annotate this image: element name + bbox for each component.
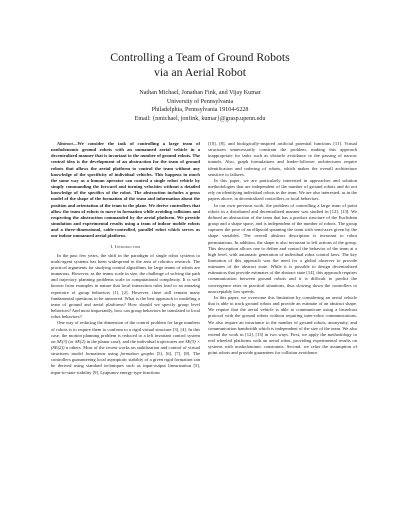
right-column: [208, 141, 357, 511]
intro-paragraph-2: [51, 320, 200, 375]
abstract: [51, 141, 200, 240]
abstract-label: Abstract—: [57, 141, 78, 146]
right-paragraph-1: [10], [8], and biologically-inspired artificial potential functions [11]. Virtual structures unnecessarily constrain the problem, making this approach inappropriate for tasks such as obstacle avoidance or the passing of narrow tunnels. Also, graph formulations and leader-follower architectures require identification and ordering of robots, which makes the overall architecture sensitive to failures.: [208, 141, 357, 177]
math-se2: SE(2): [74, 338, 86, 344]
intro-paragraph-1: In the past few years, the shift in the paradigm of single robot systems to multi-agent systems has been widespread in the area of robotics research. The practical arguments for studying control algorithms for large teams of robots are numerous. However, as the teams scale in size, the challenge of solving the path and trajectory planning problems scale in computational complexity. It is well known from examples in nature that local interaction rules lead to an amazing repertoire of group behaviors [1], [2]. However, there still remain many fundamental questions to be answered. What is the best approach to modeling a team of ground and aerial platforms? How should we specify group level behaviors? And most importantly, how can group behaviors be translated to local robot behaviors?: [51, 252, 200, 320]
intro-p2-part-b: (or: [67, 338, 75, 344]
abstract-text: We consider the task of controlling a large team of nonholonomic ground robots with an unmanned aerial vehicle in a decentralized manner that is invariant to the number of ground robots. The central idea is the development of an abstraction for the team of ground robots that allows the aerial platform to control the team without any knowledge of the specificity of individual vehicles. This happens in much the same way as a human operator can control a single robot vehicle by simply commanding the forward and turning velocities without a detailed knowledge of the specifics of the robot. The abstraction includes a gross model of the shape of the formation of the team and information about the position and orientation of the team in the plane. We derive controllers that allow the team of robots to move in formation while avoiding collisions and respecting the abstraction commanded by the aerial platform. We provide simulation and experimental results using a team of indoor mobile robots and a three-dimensional, cable-controlled, parallel robot which serves as our indoor unmanned aerial platform.: [51, 141, 200, 239]
title-line-1: Controlling a Team of Ground Robots: [110, 50, 290, 64]
intro-p2-part-a: One way of reducing the dimension of the control problem for large numbers of robots is to require them to conform to a rigid virtual structure [3], [4]. In this case, the motion planning problem is reduced to a left invariant control system on: [51, 320, 200, 344]
right-paragraph-4: In this paper, we overcome this limitation by considering an aerial vehicle that is able to track ground robots and provide an estimate of an abstract shape. We require that the aerial vehicle is able to communicate using a broadcast protocol with the ground robots without requiring inter-robot communications. We also require an invariance to the number of ground robots, anonymity, and communication bandwidth which is independent of the size of the team. We also extend the work in [12], [13] in two ways. First, we apply the methodology to real wheeled platforms with an aerial robot, providing experimental results on systems with nonholonomic constraints. Second, we relax the assumption of point robots and provide guarantees for collision avoidance.: [208, 294, 357, 356]
right-paragraph-3: In our own previous work, the problem of controlling a large team of point robots in a distributed and decentralized manner was studied in [12], [13]. We defined an abstraction of the team that has a product structure of the Euclidean group and a shape space, and is independent of the number of robots. The group captures the pose of an ellipsoid spanning the team with semi-axes given by the shape variables. The overall abstract description is invariant to robot permutations. In addition, the shape is also invariant to left actions of the group. This description allows one to define and control the behavior of the team at a high level, with automatic generation of individual robot control laws. The key limitation of this approach was the need for a global observer to provide estimates of the abstract state. While it is possible to design decentralized estimators that provide estimates of the abstract state [14], this approach requires communication between ground robots and it is difficult to predict the convergence rates in practical situations, thus slowing down the controllers to unacceptably low speeds.: [208, 202, 357, 294]
section-heading-introduction: I. Introduction: [110, 243, 141, 249]
paper-title: [60, 50, 340, 80]
right-paragraph-2: In this paper, we are particularly interested in approaches and solution methodologies that are independent of the number of ground robots and do not rely on identifying individual robots in the team. We are also interested, as in the papers above, in decentralized controllers or local behaviors.: [208, 177, 357, 202]
math-se3: SE(3): [56, 338, 68, 344]
author-names: Nathan Michael, Jonathan Fink, and Vijay Kumar: [139, 90, 261, 96]
intro-p2-part-d: n others. Most of the recent works on stabilization and control of virtual structures model formations using: [51, 345, 200, 357]
author-address: Philadelphia, Pennsylvania 19104-6228: [151, 107, 249, 114]
math-se-product: SE(3) × (SE(2)): [51, 338, 200, 350]
author-block: [60, 89, 340, 123]
intro-p2-part-c: in the planar case), and the individual trajectories are: [85, 338, 186, 344]
intro-p2-part-e: [5], [6], [7], [8]. The controllers guaranteeing local asymptotic stability of a given rigid formation can be derived using standard techniques such as input-output linearization [5], input-to-state stability [9], Lyapunov energy-type functions: [51, 351, 200, 375]
formation-graphs-term: formation graphs: [120, 351, 154, 357]
title-line-2: via an Aerial Robot: [153, 65, 247, 79]
author-affiliation: University of Pennsylvania: [166, 98, 234, 105]
left-column: [51, 141, 200, 511]
author-email: Email: {nmichael, jonfink, kumar}@grasp.upenn.edu: [134, 115, 266, 122]
